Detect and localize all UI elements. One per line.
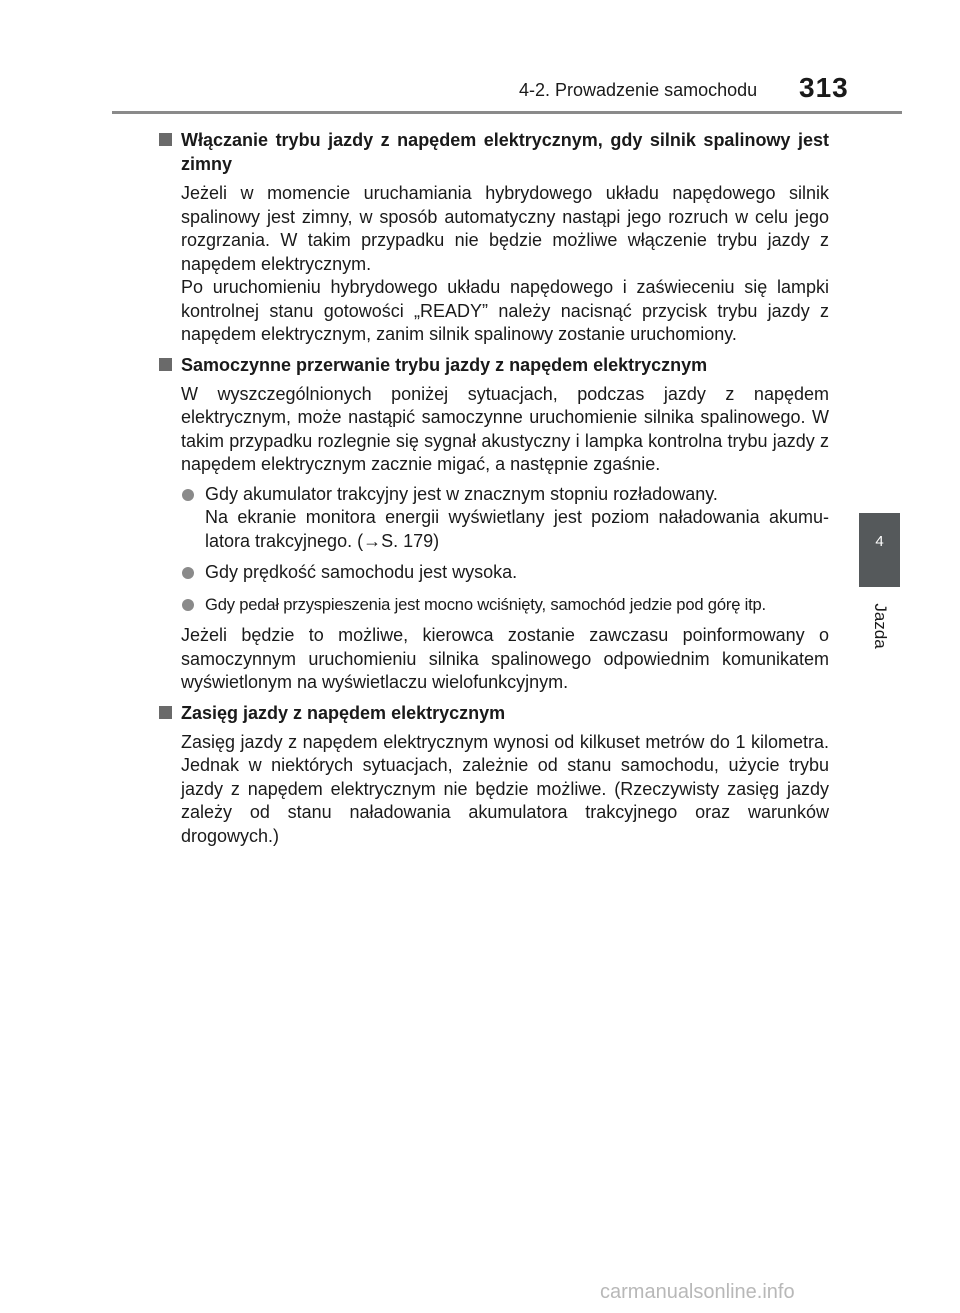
section-heading: Samoczynne przerwanie trybu jazdy z napędem elektrycznym bbox=[157, 353, 829, 377]
section-heading: Włączanie trybu jazdy z napędem elektrycznym, gdy silnik spalinowy jest zimny bbox=[157, 128, 829, 176]
page-header bbox=[0, 72, 960, 114]
section-title: 4-2. Prowadzenie samochodu bbox=[519, 80, 758, 100]
watermark: carmanualsonline.info bbox=[600, 1281, 795, 1303]
paragraph: Jeżeli będzie to możliwe, kierowca zostanie zawczasu poinformowany o samoczynnym uruchomieniu silnika spalinowego odpowiednim komunikatem wyświetlonym na wyświetlaczu wielofunkcyjnym. bbox=[181, 625, 829, 692]
section-ev-range bbox=[157, 701, 829, 849]
list-item: Gdy pedał przyspieszenia jest mocno wciśnięty, samochód jedzie pod górę itp. bbox=[157, 593, 829, 617]
square-bullet-icon bbox=[159, 133, 172, 146]
list-item: Gdy prędkość samochodu jest wysoka. bbox=[157, 561, 829, 585]
header-rule bbox=[112, 111, 902, 114]
paragraph: Po uruchomieniu hybrydowego układu napędowego i zaświeceniu się lampki kontrolnej stanu gotowości „READY” należy nacisnąć przycisk trybu jazdy z napędem elektrycznym, zanim silnik spalinowy zostanie uruchomiony. bbox=[181, 277, 829, 344]
circle-bullet-icon bbox=[182, 567, 194, 579]
chapter-label-container bbox=[868, 594, 892, 654]
section-auto-cancel bbox=[157, 353, 829, 695]
section-heading: Zasięg jazdy z napędem elektrycznym bbox=[157, 701, 829, 725]
square-bullet-icon bbox=[159, 358, 172, 371]
paragraph: W wyszczególnionych poniżej sytuacjach, podczas jazdy z napędem elektrycznym, może nastąpić samoczynne uruchomienie silnika spalinowego. W takim przypadku rozlegnie się sygnał akustyczny i lampka kontrolna trybu jazdy z napędem elektrycznym zacznie migać, a następnie zgaśnie. bbox=[181, 383, 829, 474]
chapter-tab bbox=[859, 513, 900, 587]
chapter-label: Jazda bbox=[871, 603, 890, 649]
circle-bullet-icon bbox=[182, 489, 194, 501]
list-item: Gdy akumulator trakcyjny jest w znacznym stopniu rozładowany. Na ekranie monitora energii wyświetlany jest poziom naładowania akumu- latora trakcyjnego. (→S. 179) bbox=[157, 483, 829, 554]
square-bullet-icon bbox=[159, 706, 172, 719]
main-content bbox=[157, 128, 829, 854]
paragraph: Jeżeli w momencie uruchamiania hybrydowego układu napędowego silnik spalinowy jest zimny, w sposób automatyczny nastąpi jego rozruch w celu jego rozgrzania. W takim przypadku nie będzie możliwe włączenie trybu jazdy z napędem elektrycznym. bbox=[181, 183, 829, 274]
chapter-number: 4 bbox=[875, 533, 884, 550]
circle-bullet-icon bbox=[182, 599, 194, 611]
page-number: 313 bbox=[799, 72, 849, 103]
paragraph: Zasięg jazdy z napędem elektrycznym wynosi od kilkuset metrów do 1 kilometra. Jednak w niektórych sytuacjach, zależnie od stanu samochodu, użycie trybu jazdy z napędem elektrycznym nie będzie możliwe. (Rzeczywisty zasięg jazdy zależy od stanu naładowania akumulatora trakcyjnego oraz warunków drogowych.) bbox=[181, 731, 829, 846]
section-cold-engine bbox=[157, 128, 829, 347]
